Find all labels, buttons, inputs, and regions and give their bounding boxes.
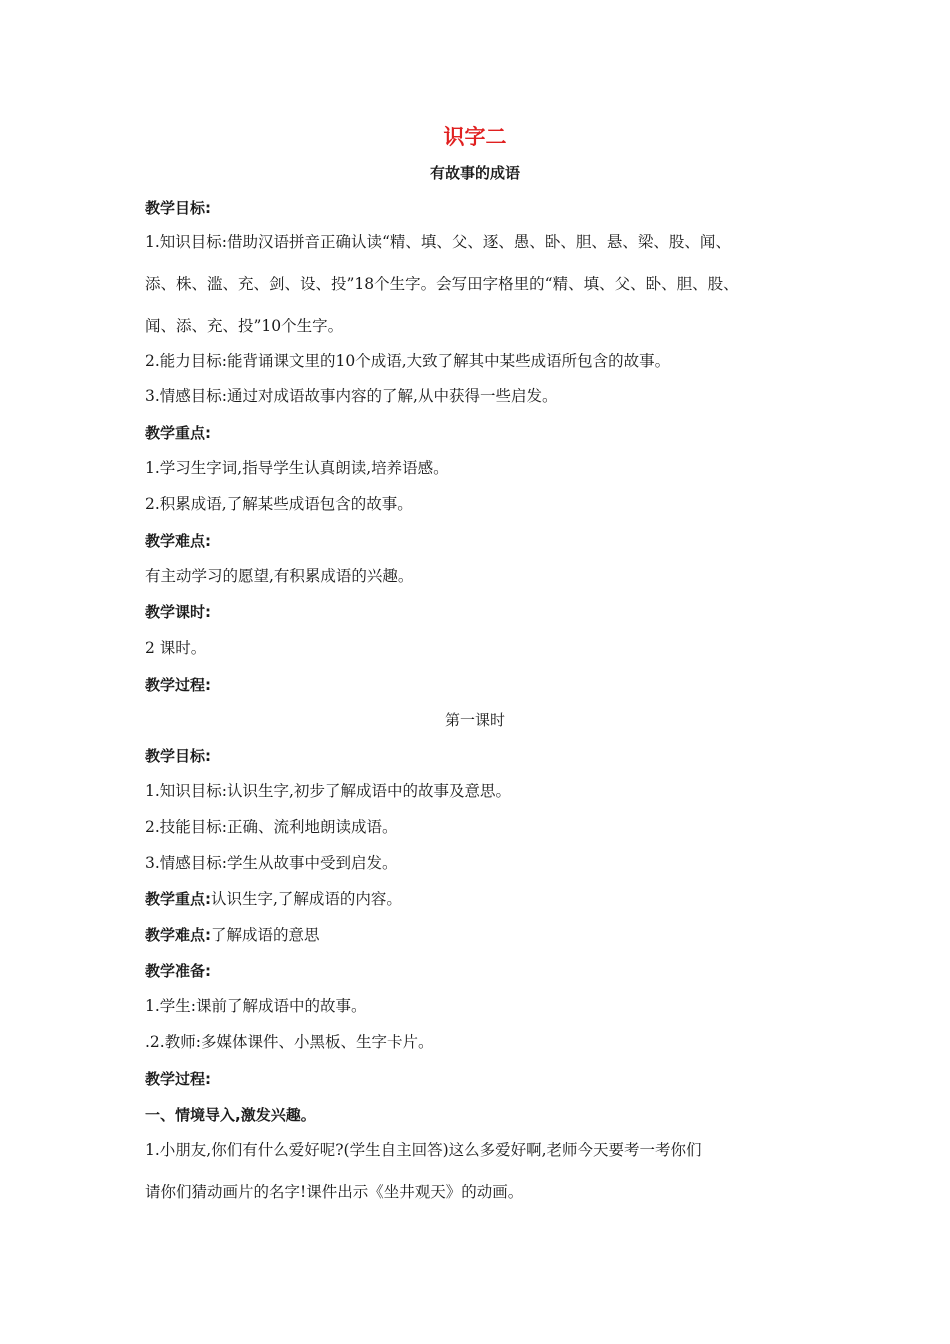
heading-key-points: 教学重点: (145, 424, 211, 442)
lesson-goal-2: 2.技能目标:正确、流利地朗读成语。 (145, 818, 398, 836)
goal-knowledge-line-1: 1.知识目标:借助汉语拼音正确认读“精、填、父、逐、愚、卧、胆、悬、梁、股、闻、 (145, 233, 731, 251)
lesson-diff-label: 教学难点: (145, 926, 211, 944)
lesson-key-point (145, 889, 402, 909)
heading-teaching-goals: 教学目标: (145, 199, 211, 217)
heading-lesson-goals: 教学目标: (145, 747, 211, 765)
lesson-goal-3: 3.情感目标:学生从故事中受到启发。 (145, 854, 398, 872)
lesson-difficulty (145, 925, 320, 945)
difficulty-1: 有主动学习的愿望,有积累成语的兴趣。 (145, 567, 414, 585)
doc-title: 识字二 (443, 125, 507, 149)
key-point-1: 1.学习生字词,指导学生认真朗读,培养语感。 (145, 459, 449, 477)
heading-difficulties: 教学难点: (145, 532, 211, 550)
paragraph-1-line-2: 请你们猜动画片的名字!课件出示《坐井观天》的动画。 (145, 1183, 524, 1201)
heading-process: 教学过程: (145, 676, 211, 694)
doc-subtitle: 有故事的成语 (429, 164, 520, 182)
goal-emotion: 3.情感目标:通过对成语故事内容的了解,从中获得一些启发。 (145, 387, 558, 405)
prep-students: 1.学生:课前了解成语中的故事。 (145, 997, 367, 1015)
lesson-key-text: 认识生字,了解成语的内容。 (211, 890, 402, 908)
prep-teacher: .2.教师:多媒体课件、小黑板、生字卡片。 (145, 1033, 434, 1051)
goal-knowledge-line-2: 添、株、滥、充、剑、设、投”18个生字。会写田字格里的“精、填、父、卧、胆、股、 (145, 275, 739, 293)
heading-process-2: 教学过程: (145, 1070, 211, 1088)
lesson-key-label: 教学重点: (145, 890, 211, 908)
lesson-goal-1: 1.知识目标:认识生字,初步了解成语中的故事及意思。 (145, 782, 511, 800)
goal-ability: 2.能力目标:能背诵课文里的10个成语,大致了解其中某些成语所包含的故事。 (145, 352, 671, 370)
class-hours: 2 课时。 (145, 639, 207, 657)
heading-preparation: 教学准备: (145, 962, 211, 980)
goal-knowledge-line-3: 闻、添、充、投”10个生字。 (145, 317, 344, 335)
key-point-2: 2.积累成语,了解某些成语包含的故事。 (145, 495, 413, 513)
paragraph-1-line-1: 1.小朋友,你们有什么爱好呢?(学生自主回答)这么多爱好啊,老师今天要考一考你们 (145, 1141, 702, 1159)
section-intro: 一、情境导入,激发兴趣。 (145, 1106, 316, 1124)
heading-class-hours: 教学课时: (145, 603, 211, 621)
lesson-diff-text: 了解成语的意思 (211, 926, 320, 944)
lesson-one-heading: 第一课时 (444, 711, 505, 729)
